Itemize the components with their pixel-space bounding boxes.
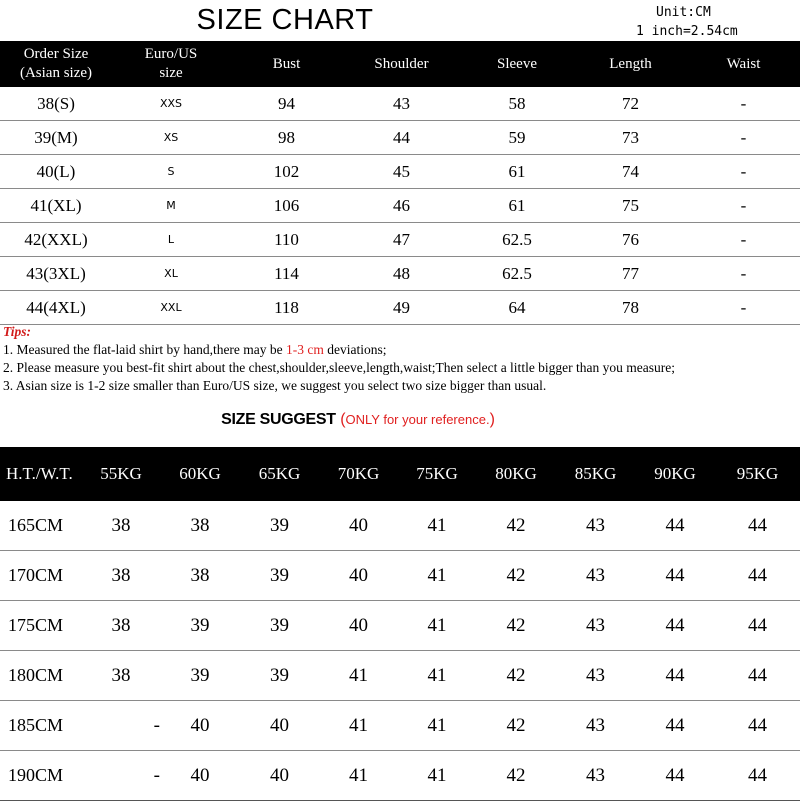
table-cell: 45 xyxy=(343,155,460,189)
table-cell: 39 xyxy=(240,601,319,651)
table-row xyxy=(0,651,800,701)
column-header: 90KG xyxy=(635,447,715,501)
column-header-waist: Waist xyxy=(687,41,800,87)
column-header-sleeve: Sleeve xyxy=(460,41,574,87)
table-cell: 58 xyxy=(460,87,574,121)
table-cell: 180CM xyxy=(0,651,82,701)
table-cell: 44 xyxy=(635,601,715,651)
table-cell: 41 xyxy=(398,651,476,701)
table-cell: - xyxy=(687,121,800,155)
table-cell: 38(S) xyxy=(0,87,112,121)
table-cell: 41 xyxy=(398,601,476,651)
table-cell: 76 xyxy=(574,223,687,257)
table-cell: 44 xyxy=(715,501,800,551)
table-cell: - xyxy=(687,87,800,121)
table-cell: 38 xyxy=(160,501,240,551)
table-row xyxy=(0,121,800,155)
table-row xyxy=(0,601,800,651)
table-cell: 42 xyxy=(476,501,556,551)
table-cell: 64 xyxy=(460,291,574,325)
table-cell: 40 xyxy=(319,601,398,651)
tip-line-3: 3. Asian size is 1-2 size smaller than Euro/US size, we suggest you select two size bigger than usual. xyxy=(3,378,547,393)
table-cell: 39 xyxy=(240,551,319,601)
table-cell: 41 xyxy=(398,751,476,801)
tip-deviation-highlight: 1-3 cm xyxy=(286,342,324,357)
table-cell: 102 xyxy=(230,155,343,189)
tip-line-1 xyxy=(3,341,675,359)
column-header: H.T./W.T. xyxy=(0,447,82,501)
table-row xyxy=(0,551,800,601)
size-chart-table xyxy=(0,41,800,325)
table-row xyxy=(0,291,800,325)
table-cell: 98 xyxy=(230,121,343,155)
size-suggest-heading xyxy=(0,411,716,429)
table-cell: 47 xyxy=(343,223,460,257)
table-cell: 43 xyxy=(556,751,635,801)
note-close: ) xyxy=(489,411,495,428)
table-cell: 44 xyxy=(715,751,800,801)
table-row xyxy=(0,87,800,121)
table-cell: 42 xyxy=(476,601,556,651)
size-suggest-table xyxy=(0,447,800,801)
table-cell: 41 xyxy=(398,501,476,551)
table-row xyxy=(0,257,800,291)
table-cell: 43 xyxy=(556,701,635,751)
tip-line-1-end: deviations; xyxy=(323,342,387,357)
tips-title: Tips: xyxy=(3,324,31,339)
table-cell: 41(XL) xyxy=(0,189,112,223)
table-cell: 73 xyxy=(574,121,687,155)
table-cell: 114 xyxy=(230,257,343,291)
table-cell: 42 xyxy=(476,701,556,751)
table-cell: - xyxy=(82,751,160,801)
table-cell: M xyxy=(112,189,230,223)
table-cell: XS xyxy=(112,121,230,155)
table-cell: 42 xyxy=(476,651,556,701)
table-cell: 74 xyxy=(574,155,687,189)
column-header: 95KG xyxy=(715,447,800,501)
table-cell: 40(L) xyxy=(0,155,112,189)
column-header-order-size: Order Size (Asian size) xyxy=(0,41,112,87)
table-cell: 44 xyxy=(715,651,800,701)
table-cell: 94 xyxy=(230,87,343,121)
size-suggest-title: SIZE SUGGEST xyxy=(221,411,336,428)
table-cell: 190CM xyxy=(0,751,82,801)
table-cell: 44 xyxy=(635,501,715,551)
table-cell: 175CM xyxy=(0,601,82,651)
table-cell: 39 xyxy=(160,601,240,651)
unit-label: Unit:CM xyxy=(656,5,711,20)
column-header: 85KG xyxy=(556,447,635,501)
table-cell: 43 xyxy=(556,501,635,551)
note-open: ( xyxy=(340,411,346,428)
table-cell: 39 xyxy=(240,651,319,701)
column-header: 75KG xyxy=(398,447,476,501)
table-cell: 41 xyxy=(398,551,476,601)
table-cell: 40 xyxy=(319,551,398,601)
table-cell: 185CM xyxy=(0,701,82,751)
table-cell: 38 xyxy=(82,601,160,651)
table-cell: 44 xyxy=(635,701,715,751)
column-header-length: Length xyxy=(574,41,687,87)
table-cell: 49 xyxy=(343,291,460,325)
table-cell: 38 xyxy=(160,551,240,601)
table-cell: 38 xyxy=(82,651,160,701)
column-header: 70KG xyxy=(319,447,398,501)
table-cell: 72 xyxy=(574,87,687,121)
table-cell: 61 xyxy=(460,155,574,189)
inch-conversion: 1 inch=2.54cm xyxy=(636,24,738,39)
table-cell: 38 xyxy=(82,501,160,551)
table-cell: 106 xyxy=(230,189,343,223)
table-cell: 38 xyxy=(82,551,160,601)
table-cell: - xyxy=(687,291,800,325)
table-cell: 59 xyxy=(460,121,574,155)
table-cell: 77 xyxy=(574,257,687,291)
table-cell: XL xyxy=(112,257,230,291)
tips-section xyxy=(3,323,675,395)
table-cell: 42(XXL) xyxy=(0,223,112,257)
table-cell: 44 xyxy=(343,121,460,155)
reference-note: ONLY for your reference. xyxy=(345,412,490,427)
table-cell: 41 xyxy=(319,701,398,751)
table-cell: 39 xyxy=(240,501,319,551)
table-cell: 40 xyxy=(240,701,319,751)
table-cell: - xyxy=(687,257,800,291)
table-cell: 61 xyxy=(460,189,574,223)
table-row xyxy=(0,701,800,751)
table-cell: 46 xyxy=(343,189,460,223)
table-cell: 118 xyxy=(230,291,343,325)
table-cell: 44 xyxy=(635,751,715,801)
table-cell: 44 xyxy=(635,651,715,701)
table-cell: 41 xyxy=(398,701,476,751)
table-cell: 44 xyxy=(715,551,800,601)
table-cell: 44 xyxy=(715,701,800,751)
table-cell: - xyxy=(687,189,800,223)
table-cell: 44 xyxy=(635,551,715,601)
table-cell: 170CM xyxy=(0,551,82,601)
table-cell: 48 xyxy=(343,257,460,291)
table-row xyxy=(0,155,800,189)
size-chart-header xyxy=(0,41,800,87)
table-row xyxy=(0,223,800,257)
table-cell: 39 xyxy=(160,651,240,701)
table-cell: 40 xyxy=(319,501,398,551)
table-cell: 43(3XL) xyxy=(0,257,112,291)
table-cell: XXL xyxy=(112,291,230,325)
table-row xyxy=(0,501,800,551)
table-cell: 39(M) xyxy=(0,121,112,155)
table-row xyxy=(0,751,800,801)
table-cell: - xyxy=(687,223,800,257)
table-cell: - xyxy=(687,155,800,189)
table-cell: 44(4XL) xyxy=(0,291,112,325)
column-header-bust: Bust xyxy=(230,41,343,87)
column-header: 80KG xyxy=(476,447,556,501)
table-cell: 42 xyxy=(476,751,556,801)
tip-line-2: 2. Please measure you best-fit shirt about the chest,shoulder,sleeve,length,waist;Then select a little bigger than you measure; xyxy=(3,360,676,375)
table-cell: 41 xyxy=(319,651,398,701)
column-header: 60KG xyxy=(160,447,240,501)
table-cell: 43 xyxy=(556,651,635,701)
size-suggest-header xyxy=(0,447,800,501)
table-cell: 42 xyxy=(476,551,556,601)
table-cell: 43 xyxy=(343,87,460,121)
table-cell: 40 xyxy=(160,701,240,751)
table-cell: L xyxy=(112,223,230,257)
table-cell: 40 xyxy=(160,751,240,801)
table-cell: 40 xyxy=(240,751,319,801)
table-cell: 43 xyxy=(556,551,635,601)
tip-line-1-text: 1. Measured the flat-laid shirt by hand,there may be xyxy=(3,342,287,357)
table-cell: 75 xyxy=(574,189,687,223)
table-cell: 62.5 xyxy=(460,223,574,257)
column-header-euro-us-size: Euro/US size xyxy=(112,41,230,87)
table-cell: 41 xyxy=(319,751,398,801)
table-cell: - xyxy=(82,701,160,751)
column-header: 55KG xyxy=(82,447,160,501)
column-header: 65KG xyxy=(240,447,319,501)
table-cell: 62.5 xyxy=(460,257,574,291)
unit-note xyxy=(636,3,738,41)
page-title: SIZE CHART xyxy=(196,4,374,36)
table-cell: 44 xyxy=(715,601,800,651)
table-cell: S xyxy=(112,155,230,189)
table-cell: 78 xyxy=(574,291,687,325)
column-header-shoulder: Shoulder xyxy=(343,41,460,87)
table-cell: 165CM xyxy=(0,501,82,551)
table-cell: XXS xyxy=(112,87,230,121)
table-cell: 43 xyxy=(556,601,635,651)
table-row xyxy=(0,189,800,223)
table-cell: 110 xyxy=(230,223,343,257)
